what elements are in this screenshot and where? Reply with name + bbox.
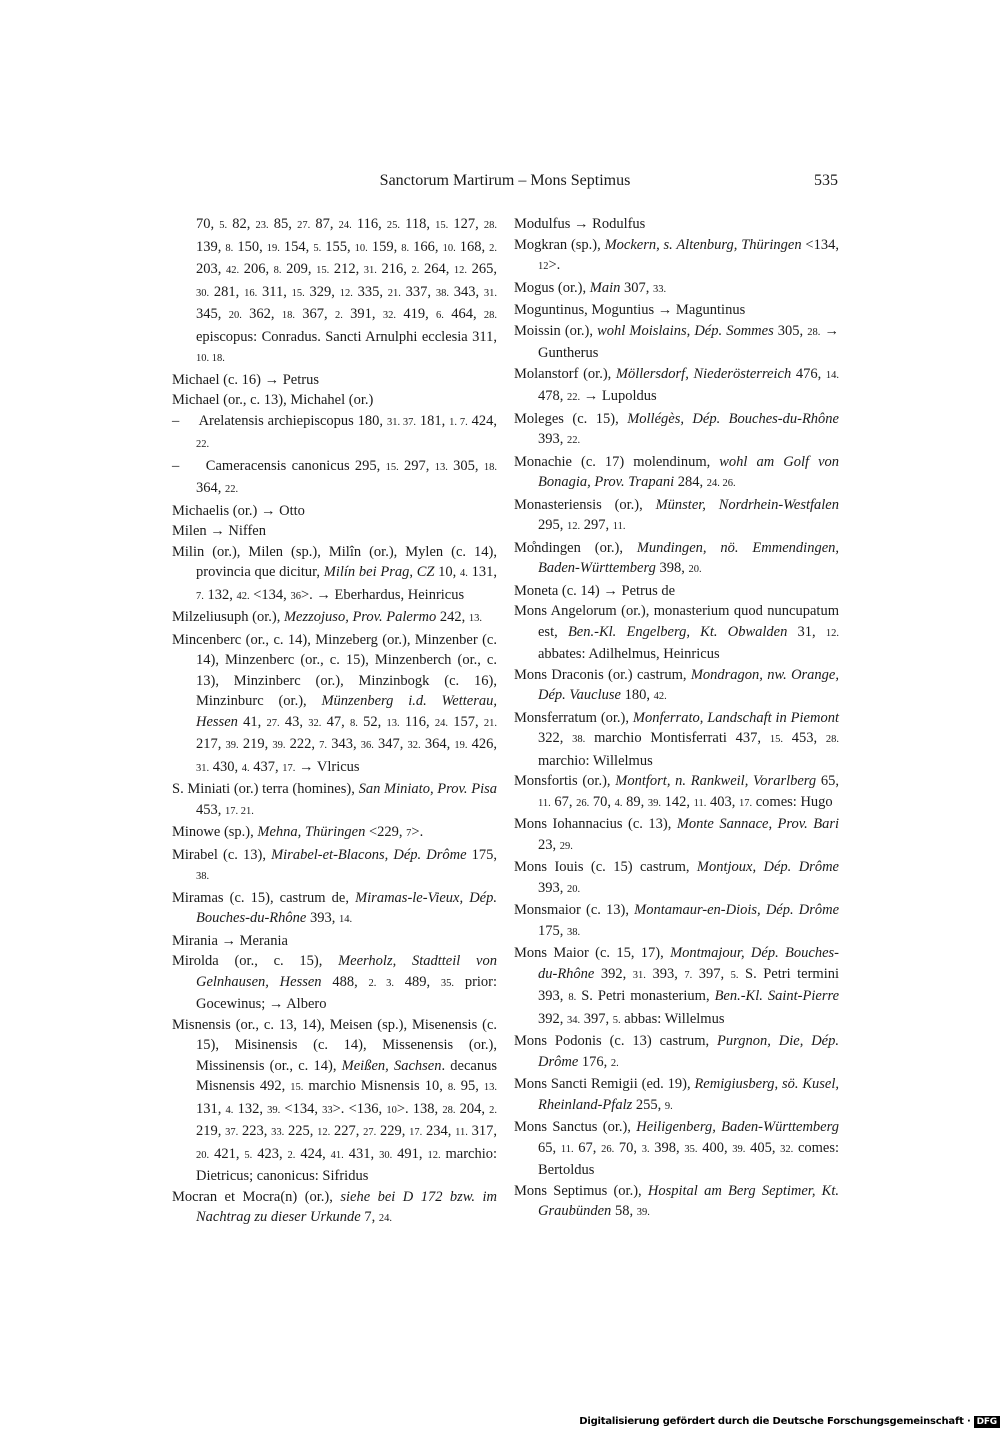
index-entry: Mogus (or.), Main 307, 33. — [514, 279, 667, 296]
index-entry: Michael (c. 16) → Petrus — [172, 371, 319, 388]
index-entry: Mons Podonis (c. 13) castrum, Purgnon, Die, Dép. Drôme 176, 2. — [514, 1033, 839, 1070]
index-entry: Mons Angelorum (or.), monasterium quod nuncupatum est, Ben.-Kl. Engelberg, Kt. Obwalden 31, 12. abbates: Adilhelmus, Heinricus — [514, 603, 839, 662]
funding-footer — [579, 1416, 1000, 1434]
index-entry: Mirolda (or., c. 15), Meerholz, Stadtteil von Gelnhausen, Hessen 488, 2. 3. 489, 35. prior: Gocewinus; → Albero — [172, 953, 498, 1012]
index-entry: Moissin (or.), wohl Moislains, Dép. Sommes 305, 28. → Guntherus — [514, 322, 839, 361]
index-entry: Mo̊ndingen (or.), Mundingen, nö. Emmendingen, Baden-Württemberg 398, 20. — [514, 539, 840, 576]
index-entry: Mons Draconis (or.) castrum, Mondragon, nw. Orange, Dép. Vaucluse 180, 42. — [514, 666, 839, 703]
index-entry: Michael (or., c. 13), Michahel (or.) — [172, 392, 374, 408]
index-entry: Mons Iohannacius (c. 13), Monte Sannace, Prov. Bari 23, 29. — [514, 816, 840, 853]
index-column-left — [172, 214, 497, 1230]
index-entry: Mincenberc (or., c. 14), Minzeberg (or.), Minzenber (c. 14), Minzenberc (or., c. 15), Minzenberch (or., c. 13), Minzinberc (or.), Minzinbogk (c. 16), Minzinburc (or.), Münzenberg i.d. Wetterau, Hessen 41, 27. 43, 32. 47, 8. 52, 13. 116, 24. 157, 21. 217, 39. 219, 39. 222, 7. 343, 36. 347, 32. 364, 19. 426, 31. 430, 4. 437, 17. → Vlricus — [172, 631, 498, 775]
index-entry: Mogkran (sp.), Mockern, s. Altenburg, Thüringen <134, 12>. — [514, 236, 839, 273]
index-entry: Mirania → Merania — [172, 932, 288, 949]
index-entry: Moguntinus, Moguntius → Maguntinus — [514, 302, 746, 318]
index-entry: 70, 5. 82, 23. 85, 27. 87, 24. 116, 25. 118, 15. 127, 28. 139, 8. 150, 19. 154, 5. 155, 10. 159, 8. 166, 10. 168, 2. 203, 42. 206, 8. 209, 15. 212, 31. 216, 2. 264, 12. 265, 30. 281, 16. 311, 15. 329, 12. 335, 21. 337, 38. 343, 31. 345, 20. 362, 18. 367, 2. 391, 32. 419, 6. 464, 28. episcopus: Conradus. Sancti Arnulphi ecclesia 311, 10. 18. — [196, 216, 498, 364]
index-entry: Mirabel (c. 13), Mirabel-et-Blacons, Dép. Drôme 175, 38. — [172, 846, 498, 882]
index-entry: Misnensis (or., c. 13, 14), Meisen (sp.), Misenensis (c. 15), Misinensis (c. 14), Missenensis (or.), Missinensis (or., c. 14), Meißen, Sachsen. decanus Misnensis 492, 15. marchio Misnensis 10, 8. 95, 13. 131, 4. 132, 39. <134, 33>. <136, 10>. 138, 28. 204, 2. 219, 37. 223, 33. 225, 12. 227, 27. 229, 17. 234, 11. 317, 20. 421, 5. 423, 2. 424, 41. 431, 30. 491, 12. marchio: Dietricus; canonicus: Sifridus — [172, 1016, 498, 1184]
index-entry: Mocran et Mocra(n) (or.), siehe bei D 172 bzw. im Nachtrag zu dieser Urkunde 7, 24. — [172, 1188, 497, 1225]
index-entry: – Arelatensis archiepiscopus 180, 31. 37. 181, 1. 7. 424, 22. — [172, 412, 498, 450]
index-entry: Moleges (c. 15), Mollégès, Dép. Bouches-du-Rhône 393, 22. — [514, 410, 839, 447]
index-entry: Milzeliusuph (or.), Mezzojuso, Prov. Palermo 242, 13. — [172, 609, 482, 625]
index-entry: Mons Sanctus (or.), Heiligenberg, Baden-Württemberg 65, 11. 67, 26. 70, 3. 398, 35. 400, 39. 405, 32. comes: Bertoldus — [514, 1119, 840, 1178]
footer-text: Digitalisierung gefördert durch die Deutsche Forschungsgemeinschaft · — [579, 1416, 971, 1427]
page-number: 535 — [814, 172, 838, 189]
index-entry: Monachie (c. 17) molendinum, wohl am Golf von Bonagia, Prov. Trapani 284, 24. 26. — [514, 453, 840, 490]
index-entry: Monsferratum (or.), Monferrato, Landschaft in Piemont 322, 38. marchio Montisferrati 437, 15. 453, 28. marchio: Willelmus — [514, 709, 840, 769]
index-entry: Modulfus → Rodulfus — [514, 216, 646, 232]
index-entry: Milin (or.), Milen (sp.), Milîn (or.), Mylen (c. 14), provincia que dicitur, Milín bei Prag, CZ 10, 4. 131, 7. 132, 42. <134, 36>. → Eberhardus, Heinricus — [172, 543, 497, 603]
index-entry: Milen → Niffen — [172, 523, 266, 539]
index-entry: Minowe (sp.), Mehna, Thüringen <229, 7>. — [172, 824, 424, 840]
index-entry: Monsmaior (c. 13), Montamaur-en-Diois, Dép. Drôme 175, 38. — [514, 902, 840, 939]
index-entry: Miramas (c. 15), castrum de, Miramas-le-Vieux, Dép. Bouches-du-Rhône 393, 14. — [172, 889, 497, 926]
index-entry: Mons Septimus (or.), Hospital am Berg Septimer, Kt. Graubünden 58, 39. — [514, 1182, 839, 1219]
index-entry: Mons Iouis (c. 15) castrum, Montjoux, Dép. Drôme 393, 20. — [514, 859, 839, 896]
index-entry: S. Miniati (or.) terra (homines), San Miniato, Prov. Pisa 453, 17. 21. — [172, 781, 498, 818]
page-header — [172, 172, 838, 196]
index-entry: Monasteriensis (or.), Münster, Nordrhein-Westfalen 295, 12. 297, 11. — [514, 496, 839, 533]
running-title: Sanctorum Martirum – Mons Septimus — [379, 172, 631, 189]
index-entry: Moneta (c. 14) → Petrus de — [514, 582, 676, 599]
index-entry: Michaelis (or.) → Otto — [172, 502, 305, 519]
index-entry: Mons Sancti Remigii (ed. 19), Remigiusberg, sö. Kusel, Rheinland-Pfalz 255, 9. — [514, 1076, 839, 1113]
index-entry: Molanstorf (or.), Möllersdorf, Niederösterreich 476, 14. 478, 22. → Lupoldus — [514, 365, 840, 404]
index-entry: Monsfortis (or.), Montfort, n. Rankweil, Vorarlberg 65, 11. 67, 26. 70, 4. 89, 39. 142, 11. 403, 17. comes: Hugo — [514, 773, 839, 810]
index-entry: – Cameracensis canonicus 295, 15. 297, 13. 305, 18. 364, 22. — [172, 457, 497, 496]
index-entry: Mons Maior (c. 15, 17), Montmajour, Dép. Bouches-du-Rhône 392, 31. 393, 7. 397, 5. S. Petri termini 393, 8. S. Petri monasterium, Ben.-Kl. Saint-Pierre 392, 34. 397, 5. abbas: Willelmus — [514, 945, 840, 1027]
index-column-right — [514, 214, 839, 1224]
dfg-logo: DFG — [974, 1416, 1000, 1428]
